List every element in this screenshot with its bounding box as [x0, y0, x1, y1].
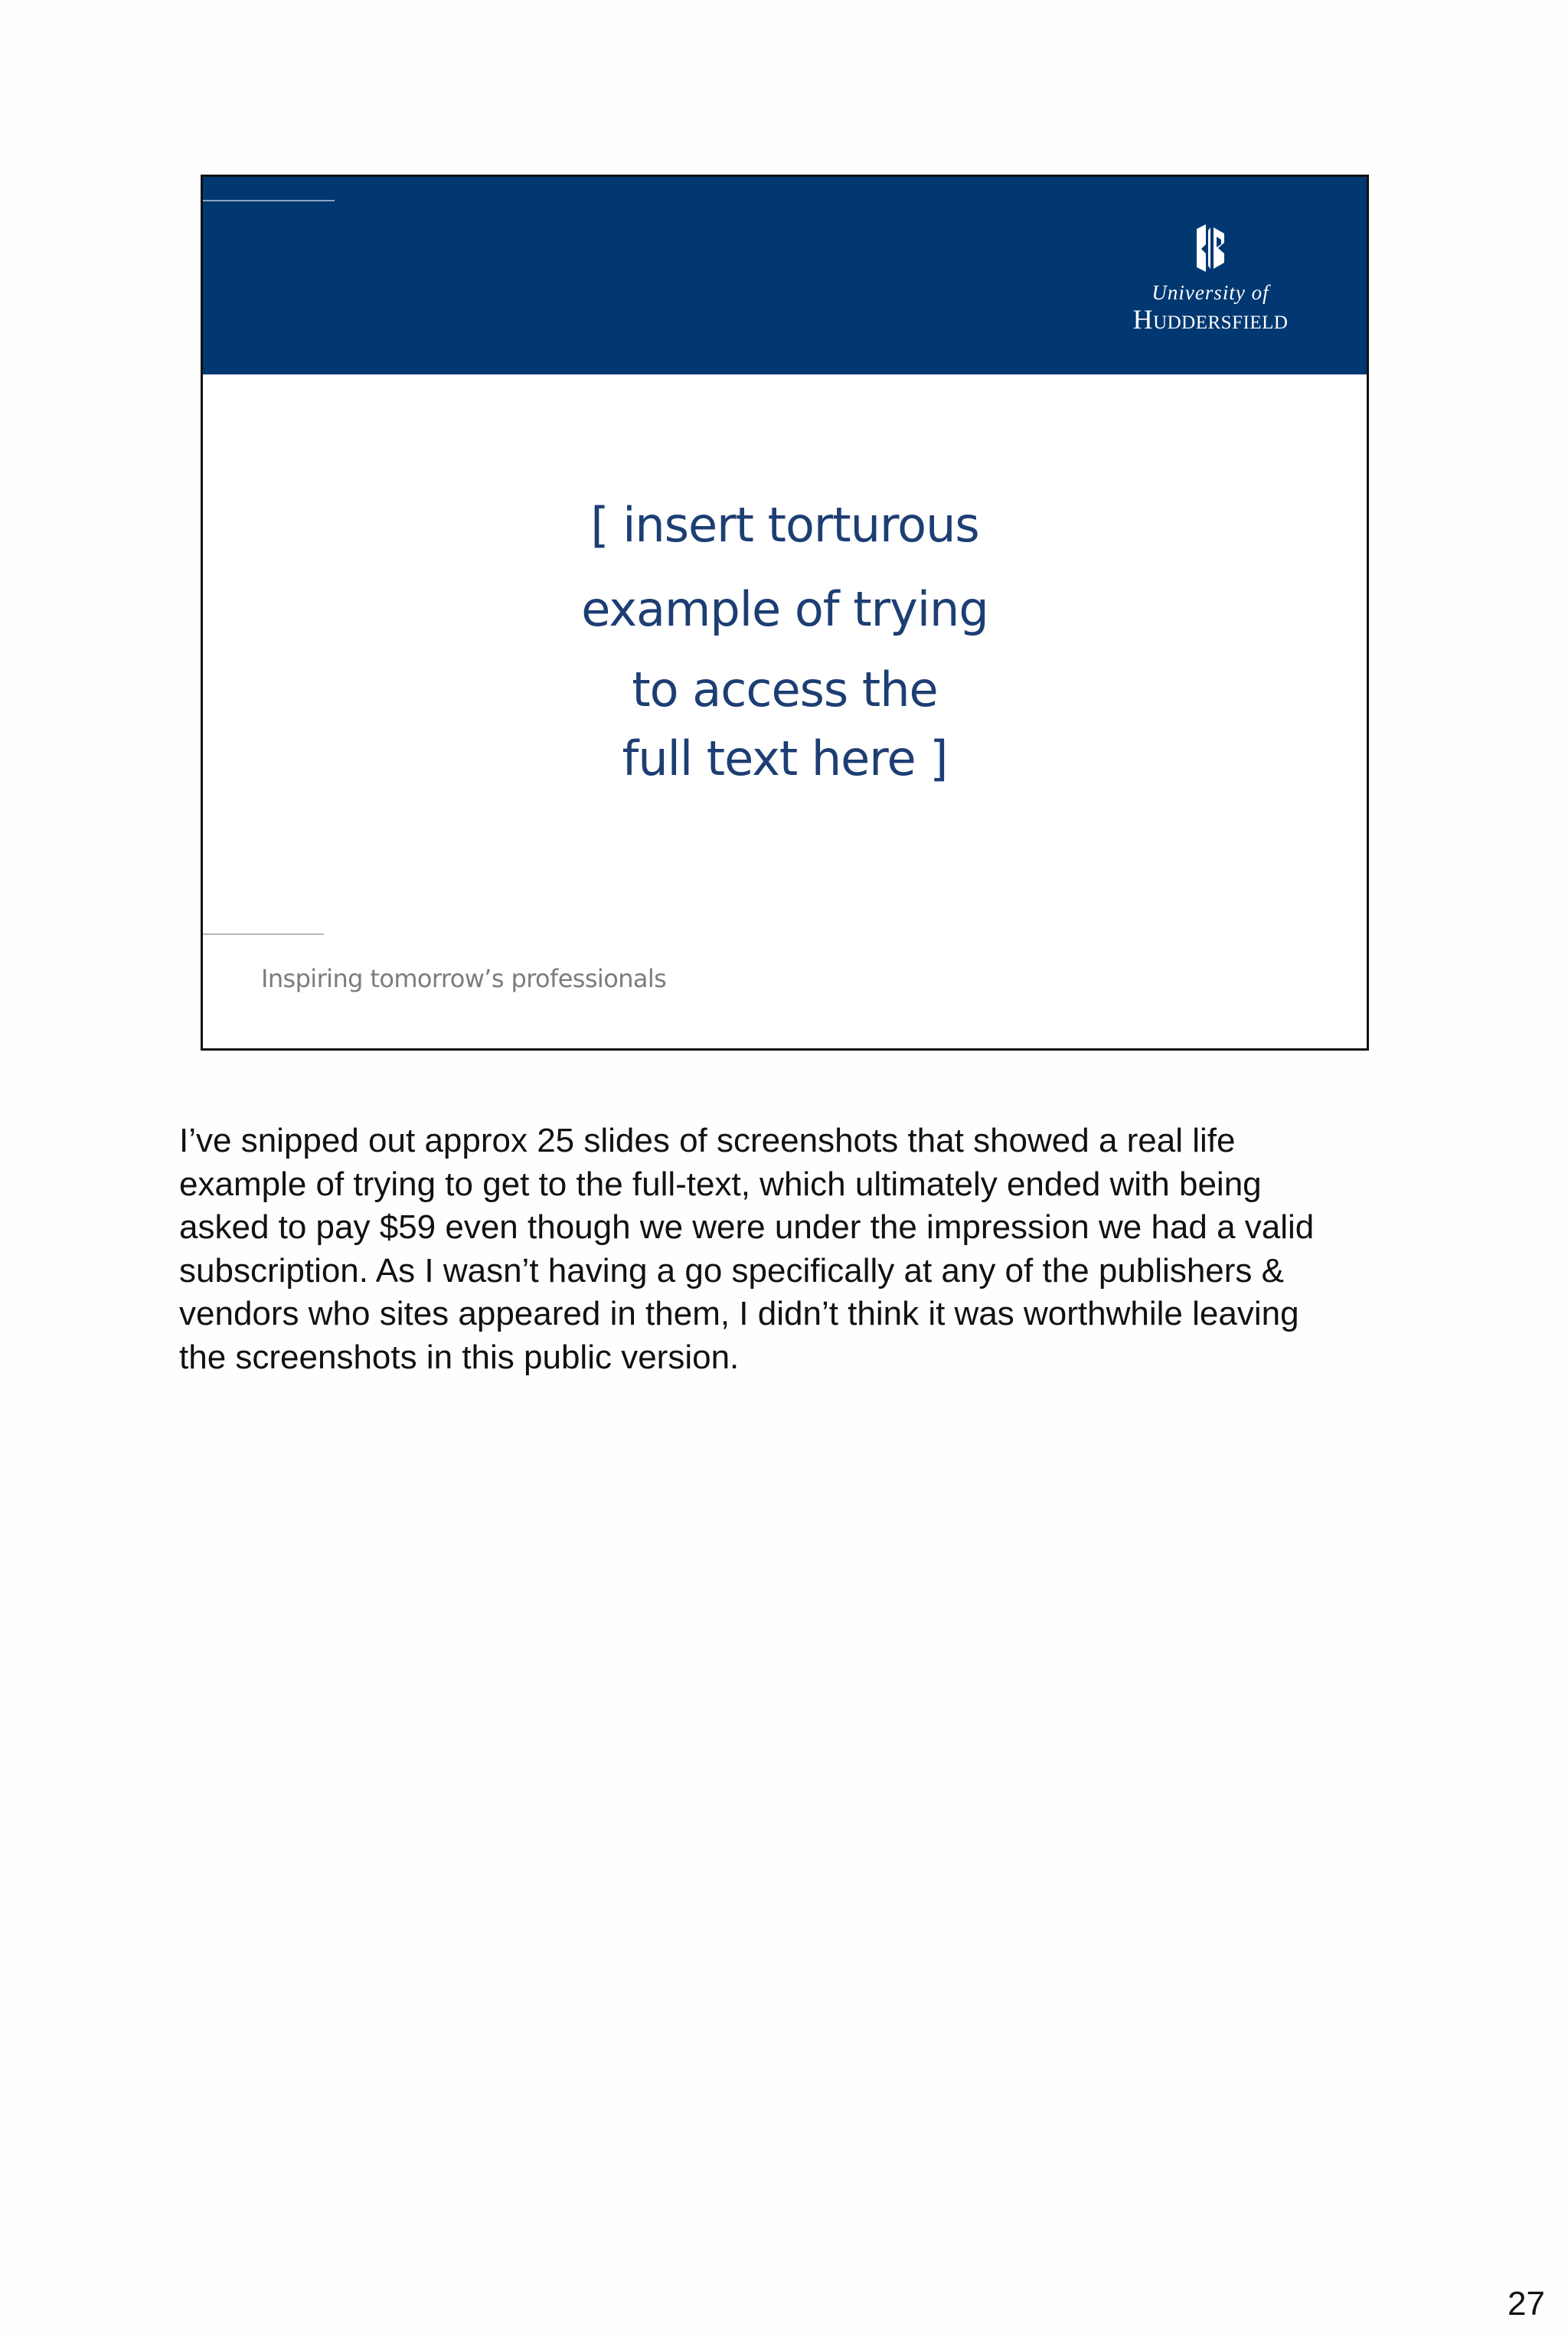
header-divider	[203, 200, 335, 201]
huddersfield-crest-icon	[1194, 223, 1227, 273]
speaker-notes	[179, 1120, 1419, 1379]
slide-thumbnail	[201, 175, 1369, 1051]
notes-line: example of trying to get to the full-text, which ultimately ended with being	[179, 1165, 1262, 1203]
slide-text-line: to access the	[632, 662, 938, 718]
slide-text-line: [ insert torturous	[590, 497, 979, 553]
university-logo	[1111, 223, 1310, 345]
footer-divider	[203, 933, 324, 935]
page-number: 27	[1508, 2285, 1545, 2323]
slide-header-band	[203, 177, 1367, 374]
slide-placeholder-text	[203, 483, 1367, 789]
slide-footer-tagline: Inspiring tomorrow’s professionals	[261, 964, 667, 993]
notes-line: vendors who sites appeared in them, I didn’t think it was worthwhile leaving	[179, 1295, 1299, 1332]
notes-line: asked to pay $59 even though we were under the impression we had a valid	[179, 1208, 1315, 1246]
logo-text-university-of: University of	[1152, 281, 1269, 304]
notes-line: I’ve snipped out approx 25 slides of screenshots that showed a real life	[179, 1122, 1236, 1159]
notes-line: the screenshots in this public version.	[179, 1338, 740, 1376]
logo-text-huddersfield: Huddersfield	[1132, 304, 1289, 335]
slide-text-line: full text here ]	[622, 731, 948, 786]
notes-line: subscription. As I wasn’t having a go specifically at any of the publishers &	[179, 1251, 1284, 1290]
slide-text-line: example of trying	[581, 581, 988, 637]
